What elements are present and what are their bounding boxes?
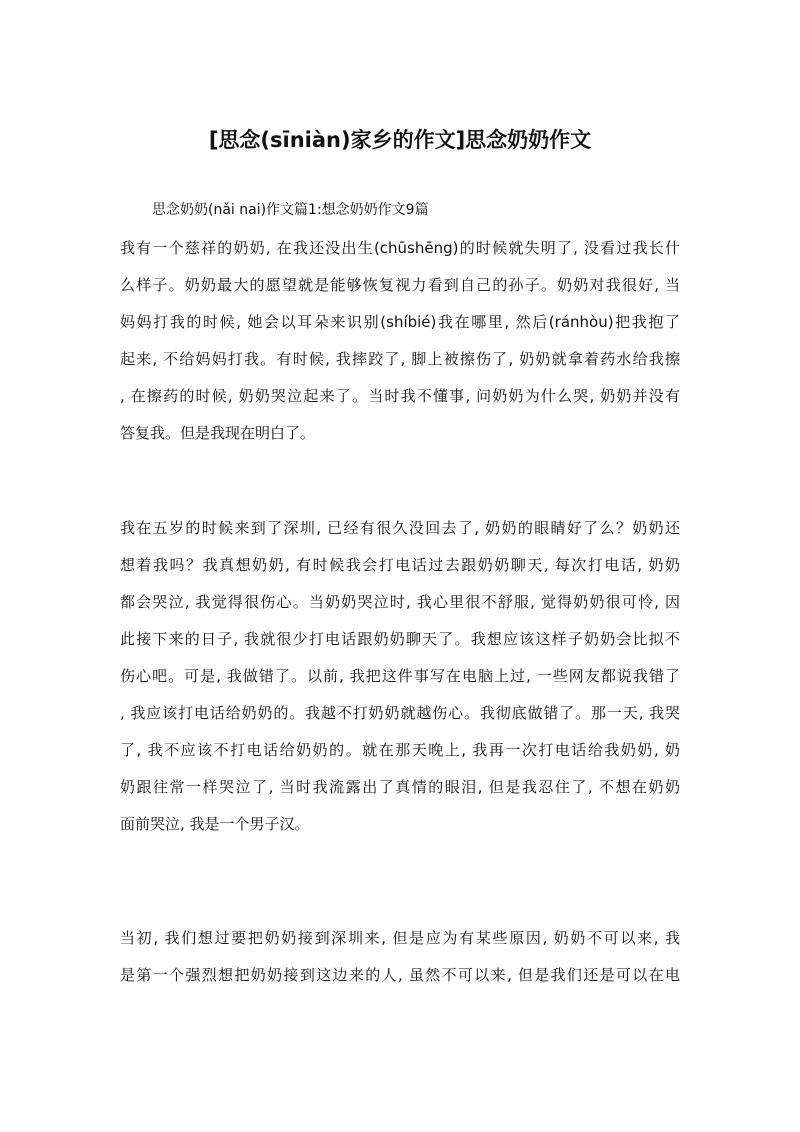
paragraph-line: 都会哭泣, 我觉得很伤心。当奶奶哭泣时, 我心里很不舒服, 觉得奶奶很可怜, 因 bbox=[120, 593, 680, 611]
paragraph-line: 起来, 不给妈妈打我。有时候, 我摔跤了, 脚上被擦伤了, 奶奶就拿着药水给我擦 bbox=[120, 350, 680, 368]
paragraph-line: 么样子。奶奶最大的愿望就是能够恢复视力看到自己的孙子。奶奶对我很好, 当 bbox=[120, 276, 680, 294]
document-title: [思念(sīniàn)家乡的作文]思念奶奶作文 bbox=[208, 128, 592, 152]
paragraph-line: 我在五岁的时候来到了深圳, 已经有很久没回去了, 奶奶的眼睛好了么？奶奶还 bbox=[120, 519, 680, 537]
paragraph-line: , 我应该打电话给奶奶的。我越不打奶奶就越伤心。我彻底做错了。那一天, 我哭 bbox=[120, 704, 680, 722]
paragraph-line: 妈妈打我的时候, 她会以耳朵来识别(shíbié)我在哪里, 然后(ránhòu)把我抱了 bbox=[120, 313, 680, 331]
document-subtitle: 思念奶奶(nǎi nai)作文篇1:想念奶奶作文9篇 bbox=[152, 202, 429, 218]
paragraph-line: 此接下来的日子, 我就很少打电话跟奶奶聊天了。我想应该这样子奶奶会比拟不 bbox=[120, 630, 680, 648]
paragraph-3 bbox=[120, 920, 680, 994]
paragraph-line: 面前哭泣, 我是一个男子汉。 bbox=[120, 815, 310, 833]
paragraph-line: 是第一个强烈想把奶奶接到这边来的人, 虽然不可以来, 但是我们还是可以在电 bbox=[120, 966, 680, 984]
paragraph-line: 答复我。但是我现在明白了。 bbox=[120, 424, 316, 442]
paragraph-line: 当初, 我们想过要把奶奶接到深圳来, 但是应为有某些原因, 奶奶不可以来, 我 bbox=[120, 929, 680, 947]
paragraph-line: 奶跟往常一样哭泣了, 当时我流露出了真情的眼泪, 但是我忍住了, 不想在奶奶 bbox=[120, 778, 680, 796]
paragraph-line: 伤心吧。可是, 我做错了。以前, 我把这件事写在电脑上过, 一些网友都说我错了 bbox=[120, 667, 680, 685]
paragraph-line: 我有一个慈祥的奶奶, 在我还没出生(chūshēng)的时候就失明了, 没看过我长什 bbox=[120, 239, 680, 257]
paragraph-line: 了, 我不应该不打电话给奶奶的。就在那天晚上, 我再一次打电话给我奶奶, 奶 bbox=[120, 741, 680, 759]
paragraph-line: , 在擦药的时候, 奶奶哭泣起来了。当时我不懂事, 问奶奶为什么哭, 奶奶并没有 bbox=[120, 387, 680, 405]
paragraph-line: 想着我吗？我真想奶奶, 有时候我会打电话过去跟奶奶聊天, 每次打电话, 奶奶 bbox=[120, 556, 680, 574]
paragraph-1 bbox=[120, 230, 680, 452]
paragraph-2 bbox=[120, 510, 680, 843]
